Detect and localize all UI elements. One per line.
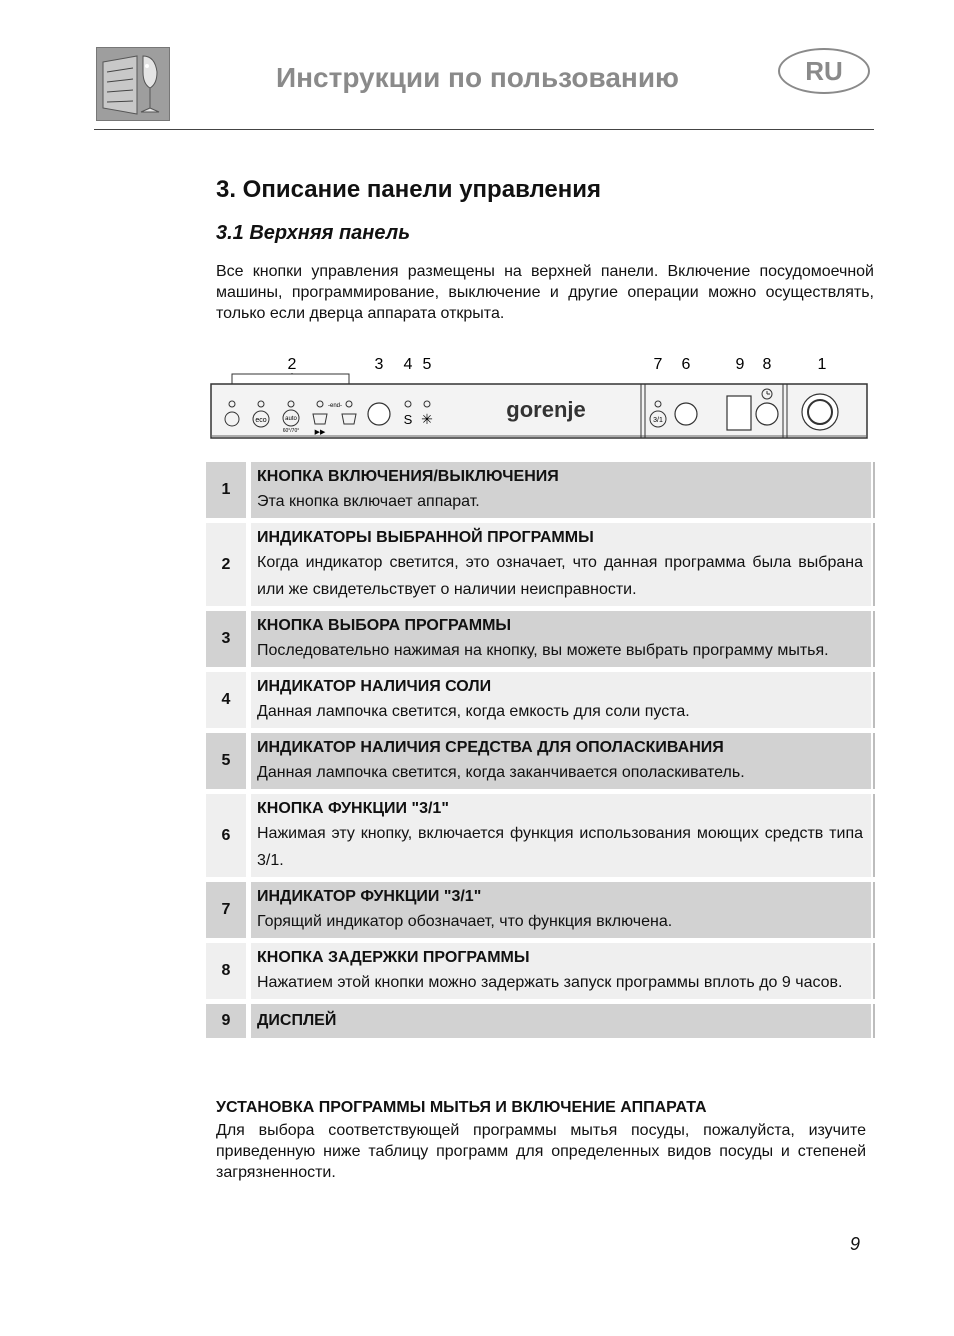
svg-text:-end-: -end- <box>327 403 343 409</box>
svg-text:3/1: 3/1 <box>653 417 663 424</box>
language-badge: RU <box>778 48 870 94</box>
callout-6: 6 <box>681 356 691 373</box>
control-panel-diagram <box>205 352 873 444</box>
row-description: Данная лампочка светится, когда заканчивается ополаскиватель. <box>257 764 745 781</box>
row-number: 8 <box>206 943 246 999</box>
subsection-title: 3.1 Верхняя панель <box>216 222 411 244</box>
callout-8: 8 <box>762 356 772 373</box>
row-number: 4 <box>206 672 246 728</box>
callout-2: 2 <box>287 356 297 373</box>
intro-paragraph: Все кнопки управления размещены на верхней панели. Включение посудомоечной машины, программирование, выключение и другие операции можно осуществлять, только если дверца аппарата открыта. <box>216 263 874 322</box>
header-title: Инструкции по пользованию <box>276 62 679 93</box>
page-number: 9 <box>850 1234 861 1254</box>
dishwasher-logo <box>96 47 170 121</box>
row-description: Эта кнопка включает аппарат. <box>257 493 480 510</box>
row-number: 6 <box>206 794 246 877</box>
callout-4: 4 <box>403 356 413 373</box>
delay-button <box>756 403 778 425</box>
svg-text:S: S <box>403 412 413 427</box>
legend-row-3 <box>206 611 875 667</box>
legend-row-6 <box>206 794 875 877</box>
row-number: 3 <box>206 611 246 667</box>
callout-5: 5 <box>422 356 432 373</box>
display <box>727 396 751 430</box>
row-description: Последовательно нажимая на кнопку, вы можете выбрать программу мытья. <box>257 642 829 659</box>
header-divider <box>94 129 874 130</box>
callout-9: 9 <box>735 356 745 373</box>
row-number: 2 <box>206 523 246 606</box>
row-title: ИНДИКАТОР ФУНКЦИИ "3/1" <box>257 888 482 905</box>
legend-row-5 <box>206 733 875 789</box>
svg-text:auto: auto <box>285 416 297 422</box>
setup-paragraph: Для выбора соответствующей программы мытья посуды, пожалуйста, изучите приведенную ниже таблицу программ для определенных видов посуды и степеней загрязненности. <box>216 1122 866 1181</box>
legend-row-9 <box>206 1004 875 1038</box>
legend-row-1 <box>206 462 875 518</box>
legend-row-2 <box>206 523 875 606</box>
row-description: Нажимая эту кнопку, включается функция использования моющих средств типа 3/1. <box>257 825 863 869</box>
row-description: Данная лампочка светится, когда емкость для соли пуста. <box>257 703 690 720</box>
svg-text:eco: eco <box>255 417 267 424</box>
program-button <box>368 403 390 425</box>
svg-text:▶▶: ▶▶ <box>314 429 326 436</box>
row-description: Когда индикатор светится, это означает, что данная программа была выбрана или же свидетельствует о наличии неисправности. <box>257 554 863 598</box>
setup-heading: УСТАНОВКА ПРОГРАММЫ МЫТЬЯ И ВКЛЮЧЕНИЕ АППАРАТА <box>216 1099 707 1116</box>
row-title: КНОПКА ФУНКЦИИ "3/1" <box>257 800 449 817</box>
row-number: 1 <box>206 462 246 518</box>
row-number: 5 <box>206 733 246 789</box>
row-number: 9 <box>206 1004 246 1038</box>
legend-row-4 <box>206 672 875 728</box>
callout-1: 1 <box>817 356 827 373</box>
svg-text:60°/70°: 60°/70° <box>282 428 300 434</box>
row-title: ИНДИКАТОР НАЛИЧИЯ СРЕДСТВА ДЛЯ ОПОЛАСКИВАНИЯ <box>257 739 724 756</box>
callout-7: 7 <box>653 356 663 373</box>
section-title: 3. Описание панели управления <box>216 176 602 203</box>
row-title: ИНДИКАТОРЫ ВЫБРАННОЙ ПРОГРАММЫ <box>257 529 594 546</box>
brand-logo: gorenje <box>506 397 586 422</box>
3in1-button <box>675 403 697 425</box>
row-title: КНОПКА ВЫБОРА ПРОГРАММЫ <box>257 617 512 634</box>
callout-3: 3 <box>374 356 384 373</box>
svg-text:✳: ✳ <box>421 411 433 427</box>
legend-table <box>206 462 875 1043</box>
row-title: КНОПКА ВКЛЮЧЕНИЯ/ВЫКЛЮЧЕНИЯ <box>257 468 559 485</box>
row-title: КНОПКА ЗАДЕРЖКИ ПРОГРАММЫ <box>257 949 530 966</box>
row-title: ДИСПЛЕЙ <box>257 1012 337 1029</box>
row-description: Нажатием этой кнопки можно задержать запуск программы вплоть до 9 часов. <box>257 974 843 991</box>
row-description: Горящий индикатор обозначает, что функция включена. <box>257 913 673 930</box>
legend-row-7 <box>206 882 875 938</box>
row-number: 7 <box>206 882 246 938</box>
legend-row-8 <box>206 943 875 999</box>
row-title: ИНДИКАТОР НАЛИЧИЯ СОЛИ <box>257 678 492 695</box>
